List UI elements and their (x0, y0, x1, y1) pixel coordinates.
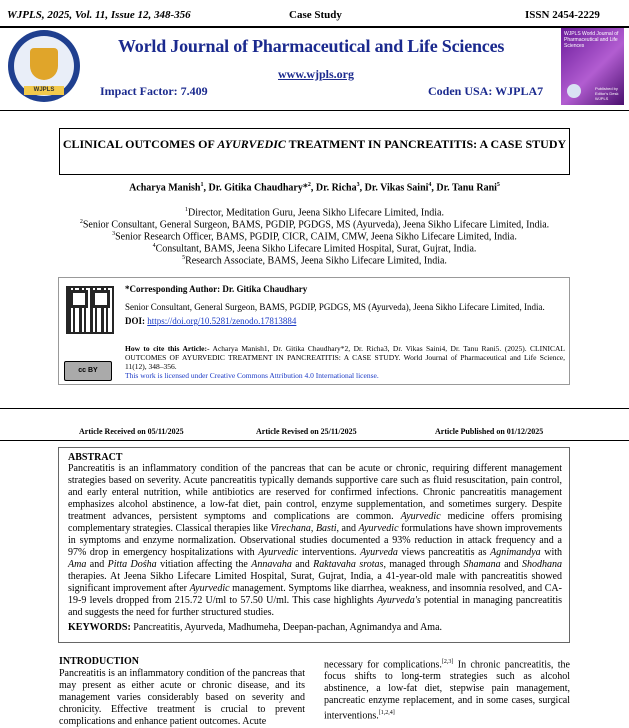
impact-factor: Impact Factor: 7.409 (100, 84, 208, 98)
journal-cover-image: WJPLS World Journal of Pharmaceutical and Life Sciences Published by Editor's Desk WJPLS (561, 28, 624, 105)
journal-title: World Journal of Pharmaceutical and Life Sciences (118, 36, 505, 56)
affiliation-2: $^2$Senior Consultant, General Surgeon, BAMS, PGDIP, PGDGS, MS (Ayurveda), Jeena Sikho Lifecare Limited, India. (79, 219, 550, 231)
affiliation-1: $^1$Director, Meditation Guru, Jeena Sikho Lifecare Limited, India. (185, 207, 444, 219)
dates-rule-2 (0, 440, 629, 441)
journal-citation: WJPLS, 2025, Vol. 11, Issue 12, 348-356 (7, 9, 191, 21)
header-rule-2 (0, 110, 629, 111)
doi-link[interactable]: https://doi.org/10.5281/zenodo.17813884 (147, 316, 297, 326)
author-list: Acharya Manish$^1$, Dr. Gitika Chaudhary*$^2$, Dr. Richa$^3$, Dr. Vikas Saini$^4$, Dr. Tanu Rani$^5$ (129, 182, 500, 194)
journal-website-link[interactable]: www.wjpls.org (278, 67, 355, 81)
citation-block: How to cite this Article:- Acharya Manish1, Dr. Gitika Chaudhary*2, Dr. Richa3, Dr. Vikas Saini4, Dr. Tanu Rani5. (2025). CLINICAL OUTCOMES OF AYURVEDIC TREATMENT IN PANCREATITIS: A CASE STUDY. World Journal of Pharmaceutical and Life Science, 11(12), 348–356. This work is licensed under Creative Commons Attribution 4.0 International license. (125, 344, 566, 380)
keywords: KEYWORDS: Pancreatitis, Ayurveda, Madhumeha, Deepan-pachan, Agnimandya and Ama. (68, 622, 443, 633)
qr-code-icon[interactable] (66, 286, 114, 334)
abstract-text: Pancreatitis is an inflammatory condition of the pancreas that can be acute or chronic, requiring different management strategies based on severity. Acute pancreatitis typically demands supportive care such as fluid resuscitation, pain control, and early enteral nutrition, while antibiotics are reserved for confirmed infections. Chronic pancreatitis management emphasizes alcohol abstinence, a low-fat diet, pain control, enzyme supplementation, and sometimes surgery. Despite treatment advances, persistent symptoms and complications are common. Ayurvedic medicine offers promising complementary strategies. Classical therapies like Virechana, Basti, and Ayurvedic formulations have shown improvements in symptoms and enzyme normalization. Observational studies documented a 93% reduction in attack frequency and a 97% drop in emergency hospitalizations with Ayurvedic interventions. Ayurveda views pancreatitis as Agnimandya with Ama and Pitta Dośha vitiation affecting the Annavaha and Raktavaha srotas, managed through Shamana and Shodhana therapies. At Jeena Sikho Lifecare Limited Hospital, Surat, Gujrat, India, a 41-year-old male with pancreatitis showed significant improvement after Ayurvedic management. Symptoms like diarrhea, weakness, and insomnia resolved, and CA-19-9 levels dropped from 215.72 U/ml to 57.50 U/ml. This case highlights Ayurveda's potential in managing pancreatitis and suggests the need for further structured studies. (68, 463, 563, 618)
introduction-heading: INTRODUCTION (59, 656, 140, 667)
header-rule (0, 26, 629, 28)
journal-logo: WJPLS (8, 30, 80, 102)
date-published: Article Published on 01/12/2025 (435, 427, 544, 436)
introduction-right-column: necessary for complications.[2,3] In chronic pancreatitis, the focus shifts to long-term strategies such as alcohol abstinence, a low-fat diet, stepwise pain management, pancreatic enzyme replacement, and in some cases, surgical interventions.[1,2,4] (324, 659, 570, 722)
date-revised: Article Revised on 25/11/2025 (256, 427, 357, 436)
article-title: CLINICAL OUTCOMES OF AYURVEDIC TREATMENT IN PANCREATITIS: A CASE STUDY (59, 128, 570, 175)
creative-commons-icon: cc BY (64, 361, 112, 381)
affiliation-5: $^5$Research Associate, BAMS, Jeena Sikho Lifecare Limited, India. (182, 255, 447, 267)
introduction-left-column: Pancreatitis is an inflammatory condition of the pancreas that may present as either acute or chronic disease, and its management varies considerably based on severity and chronicity. Effective treatment is crucial to prevent complications and enhance patient outcomes. Acute (59, 668, 305, 727)
license-text: This work is licensed under Creative Commons Attribution 4.0 International license. (125, 371, 379, 380)
article-type: Case Study (289, 9, 342, 21)
date-received: Article Received on 05/11/2025 (79, 427, 184, 436)
affiliation-3: $^3$Senior Research Officer, BAMS, PGDIP, CICR, CAIM, CMW, Jeena Sikho Lifecare Limited, India. (112, 231, 517, 243)
abstract-heading: ABSTRACT (68, 452, 123, 463)
affiliation-4: $^4$Consultant, BAMS, Jeena Sikho Lifecare Limited Hospital, Surat, Gujrat, India. (152, 243, 477, 255)
coden: Coden USA: WJPLA7 (428, 84, 544, 98)
issn: ISSN 2454-2229 (525, 9, 600, 21)
corresponding-author-heading: *Corresponding Author: Dr. Gitika Chaudhary (125, 284, 308, 294)
corresponding-author-details: Senior Consultant, General Surgeon, BAMS, PGDIP, PGDGS, MS (Ayurveda), Jeena Sikho Lifecare Limited, India. DOI: https://doi.org/10.5281/zenodo.17813884 (125, 302, 545, 326)
dates-rule (0, 408, 629, 409)
